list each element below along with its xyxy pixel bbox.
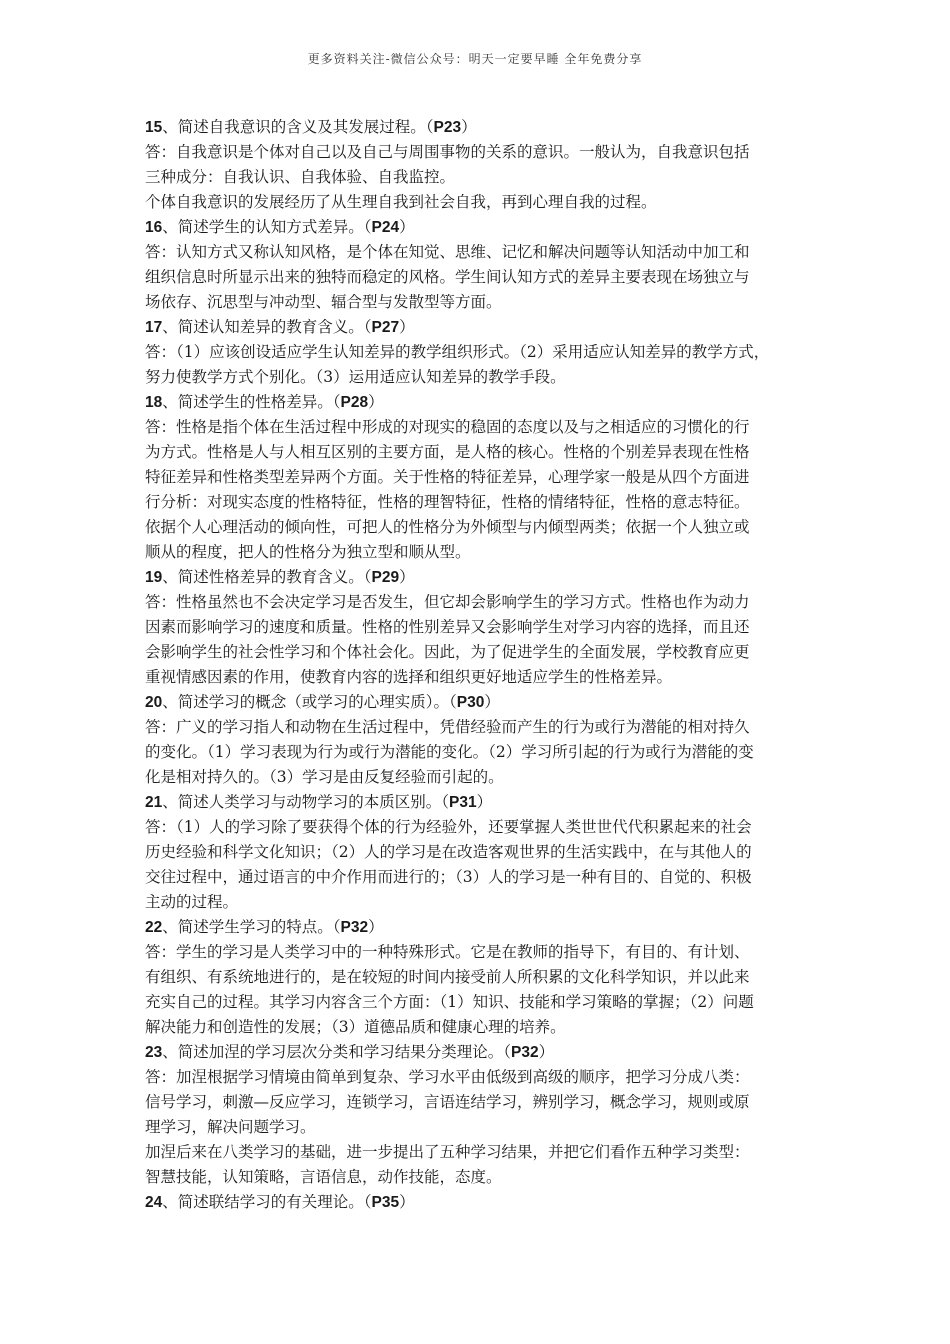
page-reference: P30: [456, 694, 485, 711]
question-text: 、简述自我意识的含义及其发展过程。（: [162, 118, 434, 136]
question-text: 、简述学生学习的特点。（: [162, 918, 341, 936]
document-body: [145, 115, 813, 1215]
question-text: 、简述人类学习与动物学习的本质区别。（: [162, 793, 450, 811]
answer-line: 顺从的程度，把人的性格分为独立型和顺从型。: [145, 543, 471, 561]
answer-line: 组织信息时所显示出来的独特而稳定的风格。学生间认知方式的差异主要表现在场独立与: [145, 268, 750, 286]
answer-line: 因素而影响学习的速度和质量。性格的性别差异又会影响学生对学习内容的选择，而且还: [145, 618, 750, 636]
answer-line: 信号学习，刺激—反应学习，连锁学习，言语连结学习，辨别学习，概念学习，规则或原: [145, 1093, 750, 1111]
question-number: 16: [145, 219, 163, 236]
answer-line: 答：性格虽然也不会决定学习是否发生，但它却会影响学生的学习方式。性格也作为动力: [145, 593, 750, 611]
question-end: ）: [538, 1043, 555, 1061]
question-text: 、简述加涅的学习层次分类和学习结果分类理论。（: [162, 1043, 512, 1061]
answer-line: 加涅后来在八类学习的基础，进一步提出了五种学习结果，并把它们看作五种学习类型：: [145, 1143, 750, 1161]
answer-line: 场依存、沉思型与冲动型、辐合型与发散型等方面。: [145, 293, 502, 311]
question-line: [145, 1040, 813, 1065]
question-line: [145, 215, 813, 240]
page-reference: P32: [340, 919, 369, 936]
page-reference: P32: [511, 1044, 539, 1061]
answer-line: 答：加涅根据学习情境由简单到复杂、学习水平由低级到高级的顺序，把学习分成八类：: [145, 1068, 750, 1086]
question-end: ）: [399, 218, 415, 236]
question-line: [145, 690, 813, 715]
question-end: ）: [368, 918, 384, 936]
question-number: 20: [145, 694, 163, 711]
question-text: 、简述学习的概念（或学习的心理实质）。（: [162, 693, 457, 711]
answer-line: 答：广义的学习指人和动物在生活过程中，凭借经验而产生的行为或行为潜能的相对持久: [145, 718, 750, 736]
answer-line: 解决能力和创造性的发展；（3）道德品质和健康心理的培养。: [145, 1018, 566, 1036]
question-text: 、简述认知差异的教育含义。（: [162, 318, 372, 336]
question-number: 15: [145, 119, 163, 136]
question-line: [145, 315, 813, 340]
answer-line: 答：性格是指个体在生活过程中形成的对现实的稳固的态度以及与之相适应的习惯化的行: [145, 418, 750, 436]
question-end: ）: [476, 793, 493, 811]
answer-line: 理学习，解决问题学习。: [145, 1118, 316, 1136]
answer-line: 个体自我意识的发展经历了从生理自我到社会自我，再到心理自我的过程。: [145, 193, 657, 211]
question-line: [145, 115, 813, 140]
question-number: 17: [145, 319, 163, 336]
question-text: 、简述联结学习的有关理论。（: [162, 1193, 372, 1211]
question-end: ）: [368, 393, 384, 411]
question-end: ）: [399, 1193, 415, 1211]
question-line: [145, 390, 813, 415]
answer-line: 三种成分：自我认识、自我体验、自我监控。: [145, 168, 456, 186]
answer-line: 主动的过程。: [145, 893, 239, 911]
question-number: 21: [145, 794, 163, 811]
page-reference: P23: [433, 119, 462, 136]
answer-line: 会影响学生的社会性学习和个体社会化。因此，为了促进学生的全面发展，学校教育应更: [145, 643, 750, 661]
question-number: 24: [145, 1194, 163, 1211]
page-reference: P29: [371, 569, 400, 586]
page-header: 更多资料关注-微信公众号：明天一定要早睡 全年免费分享: [307, 52, 643, 66]
answer-line: 特征差异和性格类型差异两个方面。关于性格的特征差异，心理学家一般是从四个方面进: [145, 468, 750, 486]
answer-line: 有组织、有系统地进行的，是在较短的时间内接受前人所积累的文化科学知识，并以此来: [145, 968, 750, 986]
answer-line: 努力使教学方式个别化。（3）运用适应认知差异的教学手段。: [145, 368, 566, 386]
page-reference: P35: [371, 1194, 400, 1211]
answer-line: 为方式。性格是人与人相互区别的主要方面，是人格的核心。性格的个别差异表现在性格: [145, 443, 750, 461]
question-end: ）: [484, 693, 500, 711]
question-end: ）: [461, 118, 477, 136]
question-text: 、简述学生的认知方式差异。（: [162, 218, 372, 236]
question-number: 18: [145, 394, 163, 411]
question-end: ）: [399, 568, 415, 586]
question-line: [145, 565, 813, 590]
question-line: [145, 915, 813, 940]
answer-line: 答：学生的学习是人类学习中的一种特殊形式。它是在教师的指导下，有目的、有计划、: [145, 943, 750, 961]
answer-line: 智慧技能，认知策略，言语信息，动作技能，态度。: [145, 1168, 502, 1186]
answer-line: 答：认知方式又称认知风格，是个体在知觉、思维、记忆和解决问题等认知活动中加工和: [145, 243, 750, 261]
answer-line: 答：自我意识是个体对自己以及自己与周围事物的关系的意识。一般认为，自我意识包括: [145, 143, 750, 161]
answer-line: 依据个人心理活动的倾向性，可把人的性格分为外倾型与内倾型两类；依据一个人独立或: [145, 518, 750, 536]
page-reference: P27: [371, 319, 400, 336]
answer-line: 答：（1）应该创设适应学生认知差异的教学组织形式。（2）采用适应认知差异的教学方式，: [145, 343, 770, 361]
question-number: 19: [145, 569, 163, 586]
question-text: 、简述学生的性格差异。（: [162, 393, 341, 411]
answer-line: 交往过程中，通过语言的中介作用而进行的；（3）人的学习是一种有目的、自觉的、积极: [145, 868, 752, 886]
question-line: [145, 790, 813, 815]
question-line: [145, 1190, 813, 1215]
page-reference: P24: [371, 219, 400, 236]
answer-line: 行分析：对现实态度的性格特征，性格的理智特征，性格的情绪特征，性格的意志特征。: [145, 493, 750, 511]
answer-line: 答：（1）人的学习除了要获得个体的行为经验外，还要掌握人类世世代代积累起来的社会: [145, 818, 752, 836]
answer-line: 化是相对持久的。（3）学习是由反复经验而引起的。: [145, 768, 504, 786]
answer-line: 历史经验和科学文化知识；（2）人的学习是在改造客观世界的生活实践中，在与其他人的: [145, 843, 752, 861]
question-number: 23: [145, 1044, 163, 1061]
answer-line: 的变化。（1）学习表现为行为或行为潜能的变化。（2）学习所引起的行为或行为潜能的变: [145, 743, 754, 761]
question-text: 、简述性格差异的教育含义。（: [162, 568, 372, 586]
answer-line: 重视情感因素的作用，使教育内容的选择和组织更好地适应学生的性格差异。: [145, 668, 673, 686]
question-number: 22: [145, 919, 163, 936]
page-reference: P31: [449, 794, 477, 811]
answer-line: 充实自己的过程。其学习内容含三个方面：（1）知识、技能和学习策略的掌握；（2）问题: [145, 993, 754, 1011]
question-end: ）: [399, 318, 415, 336]
page-reference: P28: [340, 394, 369, 411]
